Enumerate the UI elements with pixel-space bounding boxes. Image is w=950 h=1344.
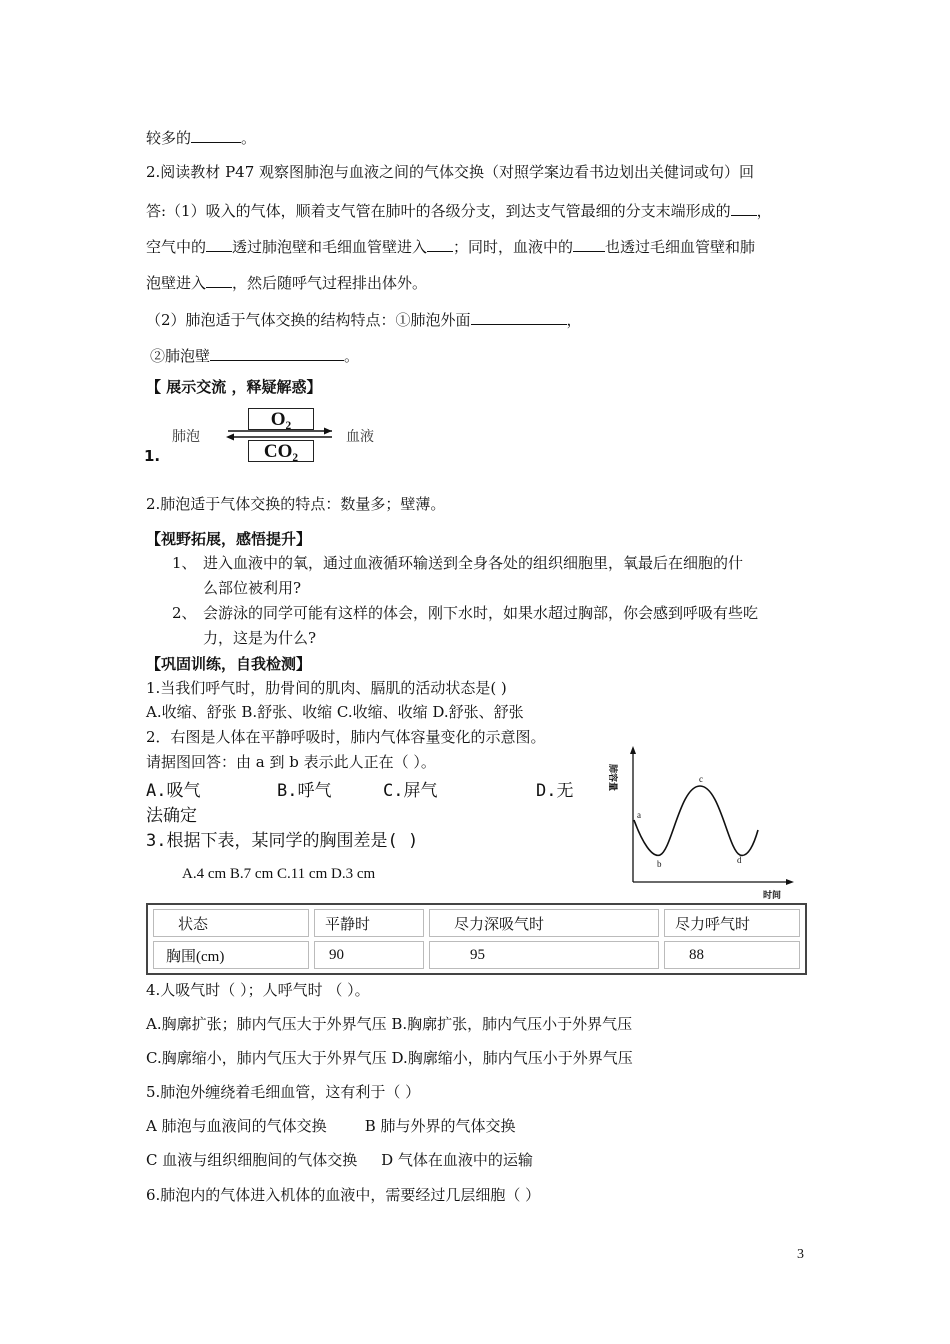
c2-question: 请据图回答：由 a 到 b 表示此人正在（ ）。 <box>146 753 436 771</box>
section-consolidate-heading: 【巩固训练，自我检测】 <box>146 655 312 673</box>
table-cell: 95 <box>429 941 659 969</box>
c3-stem: 3.根据下表，某同学的胸围差是( ) <box>146 831 419 851</box>
table-row <box>153 909 800 937</box>
y-axis-label: 肺容量 <box>607 764 617 792</box>
c5-stem: 5.肺泡外缠绕着毛细血管，这有利于（ ） <box>146 1083 421 1101</box>
exchange-arrows-icon <box>224 426 336 442</box>
q2-line-1: 2.阅读教材 P47 观察图肺泡与血液之间的气体交换（对照学案边看书边划出关健词或句）回 <box>146 163 755 181</box>
c2-stem: 2．右图是人体在平静呼吸时，肺内气体容量变化的示意图。 <box>146 728 546 746</box>
vision-item-2-num: 2、 <box>172 604 197 622</box>
table-header-cell: 尽力深吸气时 <box>429 909 659 937</box>
vision-item-1-line1: 进入血液中的氧，通过血液循环输送到全身各处的组织细胞里，氧最后在细胞的什 <box>203 554 744 572</box>
section-show-heading: 【 展示交流 ，释疑解惑】 <box>146 378 322 396</box>
point-label-a: a <box>637 810 641 820</box>
diagram-right-label: 血液 <box>346 429 374 445</box>
c1-stem: 1.当我们呼气时，肋骨间的肌肉、膈肌的活动状态是( ) <box>146 679 507 697</box>
q2-line-3: 空气中的 透过肺泡壁和毛细血管壁进入 ；同时，血液中的 也透过毛细血管壁和肺 <box>146 235 755 257</box>
section-vision-heading: 【视野拓展，感悟提升】 <box>146 530 312 548</box>
point-label-c: c <box>699 774 703 784</box>
blank[interactable] <box>206 271 232 288</box>
vision-item-2-line1: 会游泳的同学可能有这样的体会，刚下水时，如果水超过胸部，你会感到呼吸有些吃 <box>203 604 759 622</box>
x-axis-label: 时间 <box>763 891 782 901</box>
c1-options: A.收缩、舒张 B.舒张、收缩 C.收缩、收缩 D.舒张、舒张 <box>146 703 524 721</box>
y-axis-arrow-icon <box>630 746 636 754</box>
c2-option-d: D.无 <box>536 781 574 801</box>
c2-option-a: A.吸气 <box>146 781 201 801</box>
point-label-d: d <box>737 855 742 865</box>
c3-options: A.4 cm B.7 cm C.11 cm D.3 cm <box>182 866 376 882</box>
c2-option-c: C.屏气 <box>383 781 438 801</box>
blank[interactable] <box>427 235 453 252</box>
table-header-cell: 尽力呼气时 <box>664 909 800 937</box>
x-axis-arrow-icon <box>786 879 794 885</box>
blank[interactable] <box>731 199 757 216</box>
blank[interactable] <box>573 235 605 252</box>
c2-option-wrap: 法确定 <box>146 806 197 826</box>
page-number: 3 <box>797 1247 804 1262</box>
q2-part-3: ②肺泡壁 。 <box>150 344 359 366</box>
vision-item-1-num: 1、 <box>172 554 197 572</box>
chest-table <box>146 903 807 975</box>
point-label-b: b <box>657 859 662 869</box>
co2-box: CO₂ <box>248 440 314 462</box>
blank[interactable] <box>206 235 232 252</box>
table-cell: 胸围(cm) <box>153 941 309 969</box>
diagram-left-label: 肺泡 <box>172 429 200 445</box>
blank[interactable] <box>210 344 344 361</box>
table-cell: 88 <box>664 941 800 969</box>
c4-options-1: A.胸廓扩张；肺内气压大于外界气压 B.胸廓扩张，肺内气压小于外界气压 <box>146 1015 633 1033</box>
blank[interactable] <box>191 126 241 143</box>
blank[interactable] <box>471 308 567 325</box>
vision-item-1-line2: 么部位被利用? <box>203 579 302 597</box>
c5-options-1: A 肺泡与血液间的气体交换 B 肺与外界的气体交换 <box>146 1117 516 1135</box>
lung-volume-chart <box>596 742 818 904</box>
c4-stem: 4.人吸气时（ ）；人呼气时 （ ）。 <box>146 981 370 999</box>
table-row <box>153 941 800 969</box>
vision-item-2-line2: 力，这是为什么? <box>203 629 317 647</box>
lung-volume-curve <box>634 786 758 855</box>
line-1: 较多的 。 <box>146 126 256 148</box>
c2-option-b: B.呼气 <box>277 781 332 801</box>
table-header-cell: 状态 <box>153 909 309 937</box>
c4-options-2: C.胸廓缩小，肺内气压大于外界气压 D.胸廓缩小，肺内气压小于外界气压 <box>146 1049 633 1067</box>
show-item-2: 2.肺泡适于气体交换的特点：数量多；壁薄。 <box>146 495 446 513</box>
table-header-cell: 平静时 <box>314 909 424 937</box>
table-cell: 90 <box>314 941 424 969</box>
q2-line-2: 答:（1）吸入的气体，顺着支气管在肺叶的各级分支，到达支气管最细的分支末端形成的 ， <box>146 199 772 221</box>
q2-part-2: （2）肺泡适于气体交换的结构特点：①肺泡外面 ， <box>146 308 582 330</box>
diagram-number: 1. <box>144 447 161 465</box>
o2-box: O₂ <box>248 408 314 430</box>
c6-stem: 6.肺泡内的气体进入机体的血液中，需要经过几层细胞（ ） <box>146 1186 541 1204</box>
q2-line-4: 泡壁进入 ，然后随呼气过程排出体外。 <box>146 271 427 293</box>
c5-options-2: C 血液与组织细胞间的气体交换 D 气体在血液中的运输 <box>146 1151 533 1169</box>
